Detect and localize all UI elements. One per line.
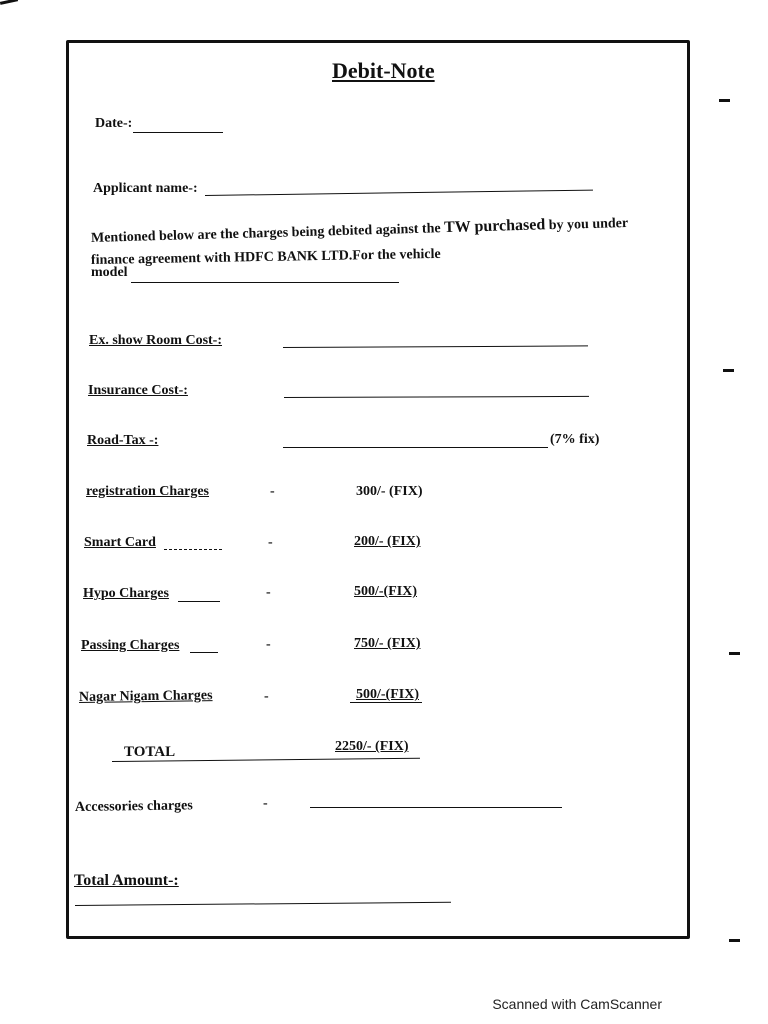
scan-mark xyxy=(729,939,740,942)
charge-dash-nagar-nigam: - xyxy=(264,689,269,704)
passing-underline xyxy=(190,652,218,653)
nagar-nigam-value-line xyxy=(350,702,422,703)
insurance-cost-label: Insurance Cost-: xyxy=(88,383,188,398)
page-title: Debit-Note xyxy=(332,58,435,83)
total-amount-label: Total Amount-: xyxy=(74,872,179,889)
charge-value-registration: 300/- (FIX) xyxy=(356,484,423,499)
road-tax-label: Road-Tax -: xyxy=(87,433,159,448)
total-label: TOTAL xyxy=(124,744,176,760)
road-tax-line xyxy=(283,447,548,448)
charge-value-nagar-nigam: 500/-(FIX) xyxy=(356,687,419,702)
smart-card-underline xyxy=(164,549,222,550)
accessories-line xyxy=(310,807,562,808)
charge-value-hypo: 500/-(FIX) xyxy=(354,584,417,599)
scanner-footer: Scanned with CamScanner xyxy=(492,996,662,1012)
intro-text-c: by you under xyxy=(545,216,629,234)
charge-value-smart-card: 200/- (FIX) xyxy=(354,534,421,549)
intro-line-2: finance agreement with HDFC BANK LTD.For the vehicle xyxy=(90,246,441,268)
charge-label-registration: registration Charges xyxy=(86,484,209,499)
intro-text-a: Mentioned below are the charges being debited against the xyxy=(90,221,445,246)
charge-label-smart-card: Smart Card xyxy=(84,535,156,550)
scan-mark xyxy=(723,369,734,372)
road-tax-note: (7% fix) xyxy=(550,432,600,447)
charge-dash-passing: - xyxy=(266,637,271,652)
accessories-dash: - xyxy=(263,796,268,811)
charge-dash-registration: - xyxy=(270,484,275,499)
intro-line-3: model xyxy=(91,265,128,280)
charge-label-nagar-nigam: Nagar Nigam Charges xyxy=(78,688,213,705)
total-value: 2250/- (FIX) xyxy=(335,739,409,754)
charge-label-passing: Passing Charges xyxy=(81,638,180,653)
applicant-name-label: Applicant name-: xyxy=(93,181,198,196)
showroom-cost-label: Ex. show Room Cost-: xyxy=(89,333,222,348)
scan-mark xyxy=(719,99,730,102)
date-label: Date-: xyxy=(95,116,133,131)
hypo-underline xyxy=(178,601,220,602)
charge-dash-hypo: - xyxy=(266,585,271,600)
accessories-label: Accessories charges xyxy=(74,798,193,815)
charge-dash-smart-card: - xyxy=(268,535,273,550)
scan-mark xyxy=(0,0,18,5)
charge-label-hypo: Hypo Charges xyxy=(83,586,169,601)
scan-mark xyxy=(729,652,740,655)
vehicle-model-line xyxy=(131,282,399,283)
date-field-line xyxy=(133,132,223,133)
charge-value-passing: 750/- (FIX) xyxy=(354,636,421,651)
intro-text-b: TW purchased xyxy=(443,216,546,237)
